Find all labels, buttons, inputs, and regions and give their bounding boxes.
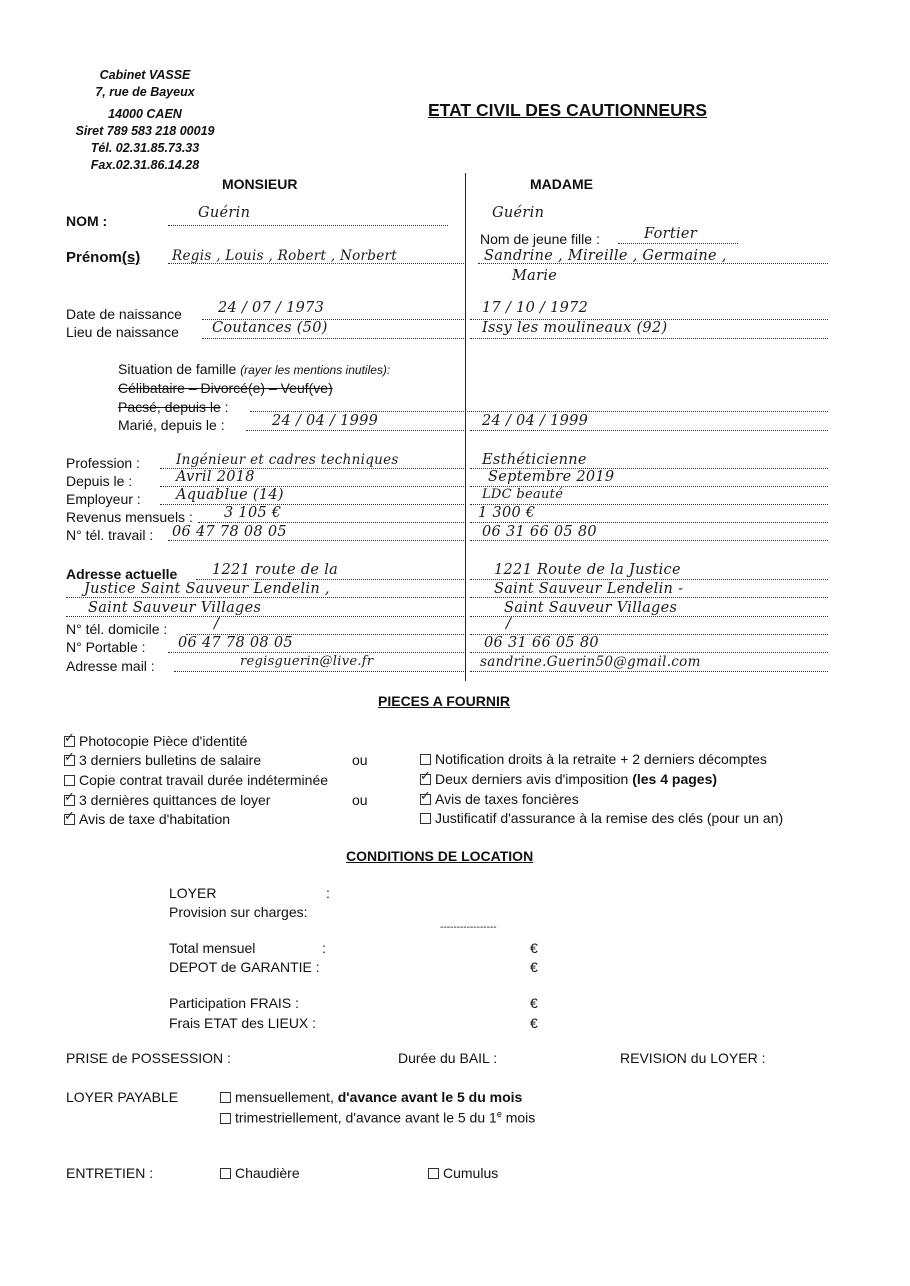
loyer-colon: :: [326, 885, 330, 901]
entretien-label: ENTRETIEN :: [66, 1165, 154, 1181]
checkbox-icon[interactable]: [64, 775, 75, 786]
duree-bail-label: Durée du BAIL :: [398, 1050, 498, 1066]
loyer-label: LOYER: [169, 885, 217, 901]
piece-taxe-habitation[interactable]: ✓Avis de taxe d'habitation: [64, 811, 230, 827]
total-colon: :: [322, 940, 326, 956]
checkbox-icon[interactable]: [64, 795, 75, 806]
frais-label: Participation FRAIS :: [169, 995, 299, 1011]
total-label: Total mensuel: [169, 940, 256, 956]
madame-date-naissance: 17 / 10 / 1972: [482, 300, 589, 316]
revenus-label: Revenus mensuels :: [66, 509, 193, 525]
celibataire-option: Célibataire – Divorcé(e) – Veuf(ve): [118, 380, 333, 396]
piece-contrat[interactable]: Copie contrat travail durée indéterminée: [64, 772, 328, 788]
madame-adresse-3: Saint Sauveur Villages: [504, 600, 678, 616]
option-chaudiere[interactable]: Chaudière: [220, 1165, 300, 1181]
checkbox-icon[interactable]: [64, 814, 75, 825]
madame-adresse-2: Saint Sauveur Lendelin -: [494, 581, 684, 597]
etat-lieux-label: Frais ETAT des LIEUX :: [169, 1015, 317, 1031]
madame-tel-travail: 06 31 66 05 80: [482, 524, 597, 540]
tel-domicile-label: N° tél. domicile :: [66, 621, 168, 637]
agency-siret: Siret 789 583 218 00019: [75, 124, 215, 138]
agency-fax: Fax.02.31.86.14.28: [90, 158, 200, 172]
nom-label: NOM :: [66, 213, 108, 229]
separator: -----------------: [440, 922, 497, 933]
piece-bulletins[interactable]: ✓3 derniers bulletins de salaire: [64, 752, 261, 768]
agency-tel: Tél. 02.31.85.73.33: [90, 141, 200, 155]
piece-or-2: ou: [352, 792, 368, 808]
madame-prenoms-1: Sandrine , Mireille , Germaine ,: [484, 248, 727, 264]
tel-travail-label: N° tél. travail :: [66, 527, 154, 543]
agency-street: 7, rue de Bayeux: [95, 85, 195, 99]
monsieur-tel-travail: 06 47 78 08 05: [172, 524, 287, 540]
madame-portable: 06 31 66 05 80: [484, 635, 599, 651]
marie-label: Marié, depuis le :: [118, 417, 225, 433]
depuis-label: Depuis le :: [66, 473, 133, 489]
agency-city: 14000 CAEN: [108, 107, 182, 121]
madame-lieu-naissance: Issy les moulineaux (92): [482, 320, 668, 336]
mail-label: Adresse mail :: [66, 658, 155, 674]
madame-prenoms-2: Marie: [512, 268, 558, 284]
madame-revenus: 1 300 €: [478, 505, 536, 521]
agency-name: Cabinet VASSE: [99, 68, 191, 82]
piece-assurance[interactable]: Justificatif d'assurance à la remise des clés (pour un an): [420, 810, 783, 826]
monsieur-employeur: Aquablue (14): [176, 487, 284, 503]
piece-taxes-foncieres[interactable]: ✓Avis de taxes foncières: [420, 791, 579, 807]
checkbox-icon[interactable]: [64, 736, 75, 747]
column-madame: MADAME: [530, 176, 593, 192]
date-naissance-label: Date de naissance: [66, 306, 182, 322]
madame-mail: sandrine.Guerin50@gmail.com: [480, 654, 701, 670]
piece-retraite[interactable]: Notification droits à la retraite + 2 derniers décomptes: [420, 751, 767, 767]
portable-label: N° Portable :: [66, 639, 146, 655]
madame-profession: Esthéticienne: [482, 452, 587, 468]
madame-nom: Guérin: [492, 205, 545, 221]
revision-loyer-label: REVISION du LOYER :: [620, 1050, 766, 1066]
employeur-label: Employeur :: [66, 491, 141, 507]
checkbox-icon[interactable]: [420, 794, 431, 805]
checkbox-icon[interactable]: [428, 1168, 439, 1179]
provision-label: Provision sur charges:: [169, 904, 308, 920]
monsieur-prenoms: Regis , Louis , Robert , Norbert: [172, 248, 397, 264]
checkbox-icon[interactable]: [220, 1092, 231, 1103]
monsieur-nom: Guérin: [198, 205, 251, 221]
page-title: ETAT CIVIL DES CAUTIONNEURS: [428, 100, 708, 120]
monsieur-tel-domicile: /: [214, 616, 220, 632]
total-euro: €: [530, 940, 538, 956]
frais-euro: €: [530, 995, 538, 1011]
checkbox-icon[interactable]: [220, 1168, 231, 1179]
checkbox-icon[interactable]: [64, 755, 75, 766]
option-mensuel[interactable]: mensuellement, d'avance avant le 5 du mois: [220, 1089, 522, 1105]
monsieur-lieu-naissance: Coutances (50): [212, 320, 328, 336]
option-cumulus[interactable]: Cumulus: [428, 1165, 498, 1181]
prenoms-label: Prénom(s): [66, 249, 141, 266]
pieces-heading: PIECES A FOURNIR: [378, 693, 510, 709]
madame-adresse-1: 1221 Route de la Justice: [494, 562, 681, 578]
monsieur-adresse-1: 1221 route de la: [212, 562, 339, 578]
depot-euro: €: [530, 959, 538, 975]
pacse-option: Pacsé, depuis le :: [118, 399, 229, 415]
profession-label: Profession :: [66, 455, 140, 471]
checkbox-icon[interactable]: [220, 1113, 231, 1124]
jeune-fille-label: Nom de jeune fille :: [480, 231, 600, 247]
madame-depuis: Septembre 2019: [488, 469, 615, 485]
monsieur-profession: Ingénieur et cadres techniques: [176, 452, 399, 468]
monsieur-date-naissance: 24 / 07 / 1973: [218, 300, 325, 316]
checkbox-icon[interactable]: [420, 813, 431, 824]
situation-label: Situation de famille (rayer les mentions inutiles):: [118, 361, 391, 377]
conditions-heading: CONDITIONS DE LOCATION: [346, 848, 534, 864]
madame-tel-domicile: /: [506, 616, 512, 632]
monsieur-depuis: Avril 2018: [176, 469, 255, 485]
adresse-label: Adresse actuelle: [66, 566, 178, 582]
prise-possession-label: PRISE de POSSESSION :: [66, 1050, 231, 1066]
monsieur-portable: 06 47 78 08 05: [178, 635, 293, 651]
monsieur-adresse-3: Saint Sauveur Villages: [88, 600, 262, 616]
checkbox-icon[interactable]: [420, 754, 431, 765]
monsieur-revenus: 3 105 €: [224, 505, 282, 521]
piece-or-1: ou: [352, 752, 368, 768]
checkbox-icon[interactable]: [420, 774, 431, 785]
madame-jeune-fille: Fortier: [644, 226, 698, 242]
madame-date-mariage: 24 / 04 / 1999: [482, 413, 589, 429]
column-divider: [465, 173, 466, 681]
piece-quittances[interactable]: ✓3 dernières quittances de loyer: [64, 792, 270, 808]
monsieur-adresse-2: Justice Saint Sauveur Lendelin ,: [84, 581, 330, 597]
option-trimestriel[interactable]: trimestriellement, d'avance avant le 5 du 1e mois: [220, 1109, 535, 1126]
etat-lieux-euro: €: [530, 1015, 538, 1031]
monsieur-date-mariage: 24 / 04 / 1999: [272, 413, 379, 429]
monsieur-mail: regisguerin@live.fr: [240, 654, 374, 669]
madame-employeur: LDC beauté: [482, 487, 564, 502]
piece-imposition[interactable]: ✓Deux derniers avis d'imposition (les 4 pages): [420, 771, 717, 787]
piece-identite[interactable]: ✓Photocopie Pièce d'identité: [64, 733, 247, 749]
depot-label: DEPOT de GARANTIE :: [169, 959, 320, 975]
loyer-payable-label: LOYER PAYABLE: [66, 1089, 179, 1105]
lieu-naissance-label: Lieu de naissance: [66, 324, 179, 340]
column-monsieur: MONSIEUR: [222, 176, 298, 192]
